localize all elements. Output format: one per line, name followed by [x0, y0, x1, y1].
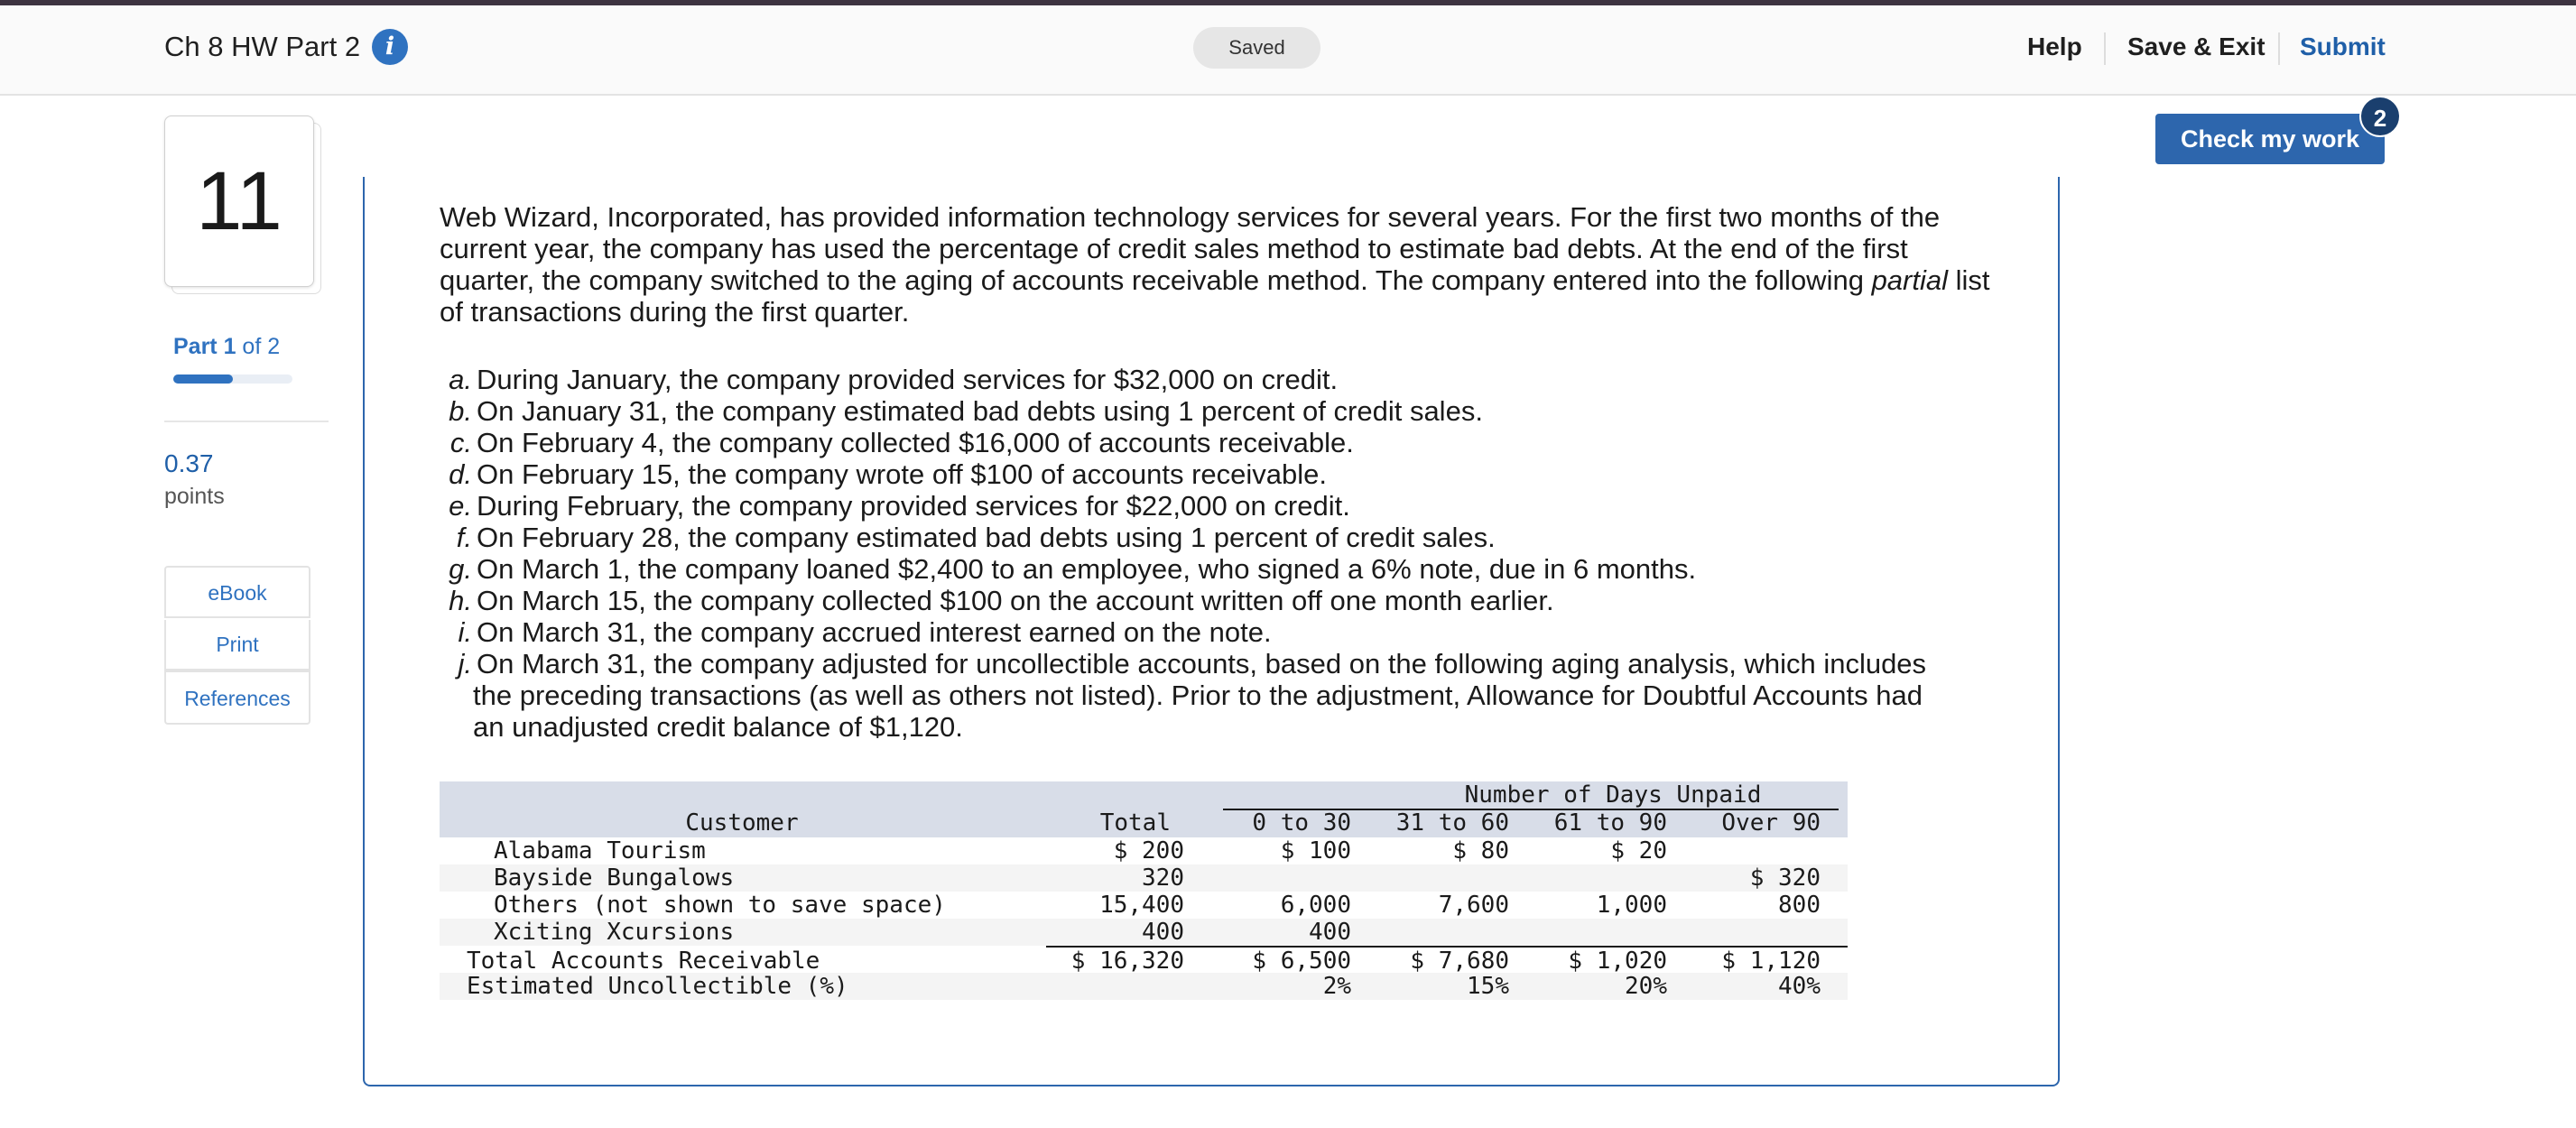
header-divider: [2104, 32, 2106, 65]
part-current: Part 1: [173, 334, 236, 359]
saved-status-badge: Saved: [1193, 27, 1320, 69]
transaction-letter: g.: [449, 553, 472, 585]
references-button[interactable]: References: [164, 670, 310, 725]
table-cell-customer: Bayside Bungalows: [494, 864, 735, 892]
pct-row-label: Estimated Uncollectible (%): [467, 973, 848, 1000]
total-row-0-30: $ 6,500: [1252, 948, 1351, 975]
pct-row-31-60: 15%: [1467, 973, 1509, 1000]
transaction-text: During February, the company provided services for $22,000 on credit.: [477, 490, 1350, 522]
table-cell-customer: Xciting Xcursions: [494, 919, 735, 946]
transaction-text: On March 31, the company accrued interest earned on the note.: [477, 616, 1272, 648]
points-value: 0.37: [164, 449, 214, 477]
transaction-letter: c.: [449, 427, 472, 458]
transaction-text: On March 15, the company collected $100 on the account written off one month earlier.: [477, 585, 1554, 616]
total-row-31-60: $ 7,680: [1410, 948, 1509, 975]
column-header-customer: Customer: [685, 809, 799, 837]
intro-part-2: list of transactions during the first quarter.: [440, 264, 1990, 328]
table-cell-over-90: $ 320: [1749, 864, 1821, 892]
info-icon[interactable]: i: [372, 29, 408, 65]
transaction-item: [440, 395, 1483, 427]
question-number-card[interactable]: [164, 116, 314, 287]
table-cell-total: 15,400: [1099, 892, 1184, 919]
total-row-over-90: $ 1,120: [1721, 948, 1821, 975]
transaction-text: On February 15, the company wrote off $100 of accounts receivable.: [477, 458, 1328, 490]
save-exit-button[interactable]: Save & Exit: [2127, 32, 2266, 60]
part-total: of 2: [236, 334, 281, 359]
check-attempts-badge: 2: [2359, 96, 2401, 137]
assignment-title: Ch 8 HW Part 2: [164, 31, 361, 62]
question-number: 11: [196, 155, 283, 247]
transaction-letter: f.: [456, 522, 472, 553]
table-cell-total: 320: [1142, 864, 1184, 892]
transaction-letter: e.: [449, 490, 472, 522]
table-cell-61-90: 1,000: [1596, 892, 1667, 919]
part-progress-fill: [173, 374, 233, 384]
group-header: Number of Days Unpaid: [1464, 781, 1762, 809]
transaction-letter: b.: [449, 395, 472, 427]
total-row-label: Total Accounts Receivable: [467, 948, 820, 975]
transaction-text: On March 1, the company loaned $2,400 to an employee, who signed a 6% note, due in 6 months.: [477, 553, 1697, 585]
transaction-letter: d.: [449, 458, 472, 490]
column-header-31-60: 31 to 60: [1395, 809, 1509, 837]
part-indicator: [173, 334, 280, 360]
table-cell-total: $ 200: [1113, 837, 1184, 864]
column-header-61-90: 61 to 90: [1553, 809, 1667, 837]
intro-italic-partial: partial: [1871, 264, 1948, 296]
transaction-item: [440, 616, 1272, 648]
transaction-letter: a.: [449, 364, 472, 395]
transaction-continuation: an unadjusted credit balance of $1,120.: [473, 711, 963, 743]
table-cell-0-30: 6,000: [1280, 892, 1351, 919]
transaction-text: On March 31, the company adjusted for uncollectible accounts, based on the following aging analysis, which includes: [477, 648, 1927, 680]
table-cell-0-30: $ 100: [1280, 837, 1351, 864]
table-cell-31-60: $ 80: [1452, 837, 1509, 864]
pct-row-61-90: 20%: [1625, 973, 1667, 1000]
print-button[interactable]: Print: [164, 620, 310, 670]
transaction-item: [440, 427, 1354, 458]
table-cell-customer: Alabama Tourism: [494, 837, 706, 864]
transaction-text: On January 31, the company estimated bad debts using 1 percent of credit sales.: [477, 395, 1483, 427]
column-header-total: Total: [1099, 809, 1171, 837]
table-cell-61-90: $ 20: [1610, 837, 1667, 864]
transaction-item: [440, 458, 1327, 490]
pct-row-0-30: 2%: [1322, 973, 1351, 1000]
check-my-work-button[interactable]: Check my work: [2155, 114, 2385, 164]
header-divider: [2278, 32, 2280, 65]
transaction-text: On February 4, the company collected $16,000 of accounts receivable.: [477, 427, 1354, 458]
aging-analysis-table: [440, 781, 1848, 1003]
ebook-button[interactable]: eBook: [164, 566, 310, 618]
total-row-total: $ 16,320: [1070, 948, 1184, 975]
problem-intro: [440, 201, 1992, 328]
submit-button[interactable]: Submit: [2300, 32, 2386, 60]
transaction-text: During January, the company provided services for $32,000 on credit.: [477, 364, 1339, 395]
transaction-letter: i.: [458, 616, 472, 648]
transaction-item: [440, 648, 1926, 680]
table-cell-0-30: 400: [1309, 919, 1351, 946]
table-cell-over-90: 800: [1778, 892, 1821, 919]
transaction-item: [440, 553, 1696, 585]
transaction-text: On February 28, the company estimated bad debts using 1 percent of credit sales.: [477, 522, 1496, 553]
transaction-item: [440, 490, 1350, 522]
transaction-continuation: the preceding transactions (as well as others not listed). Prior to the adjustment, Allowance for Doubtful Accounts had: [473, 680, 1923, 711]
transaction-item: [440, 522, 1496, 553]
help-link[interactable]: Help: [2027, 32, 2082, 60]
transaction-letter: j.: [458, 648, 472, 680]
transaction-letter: h.: [449, 585, 472, 616]
table-cell-31-60: 7,600: [1438, 892, 1509, 919]
transaction-item: [440, 364, 1338, 395]
column-header-over-90: Over 90: [1721, 809, 1821, 837]
table-cell-total: 400: [1142, 919, 1184, 946]
table-cell-customer: Others (not shown to save space): [494, 892, 946, 919]
total-row-61-90: $ 1,020: [1568, 948, 1667, 975]
sidebar-divider: [164, 421, 329, 422]
transaction-item: [440, 585, 1554, 616]
part-progress-bar: [173, 374, 292, 384]
intro-part-1: Web Wizard, Incorporated, has provided information technology services for several years. For the first two months of the current year, the company has used the percentage of credit sales method to estimate bad debts. At the end of the first quarter, the company switched to the aging of accounts receivable method. The company entered into the following: [440, 201, 1941, 296]
pct-row-over-90: 40%: [1778, 973, 1821, 1000]
column-header-0-30: 0 to 30: [1252, 809, 1351, 837]
points-label: points: [164, 484, 225, 509]
header-bar: [0, 5, 2576, 96]
